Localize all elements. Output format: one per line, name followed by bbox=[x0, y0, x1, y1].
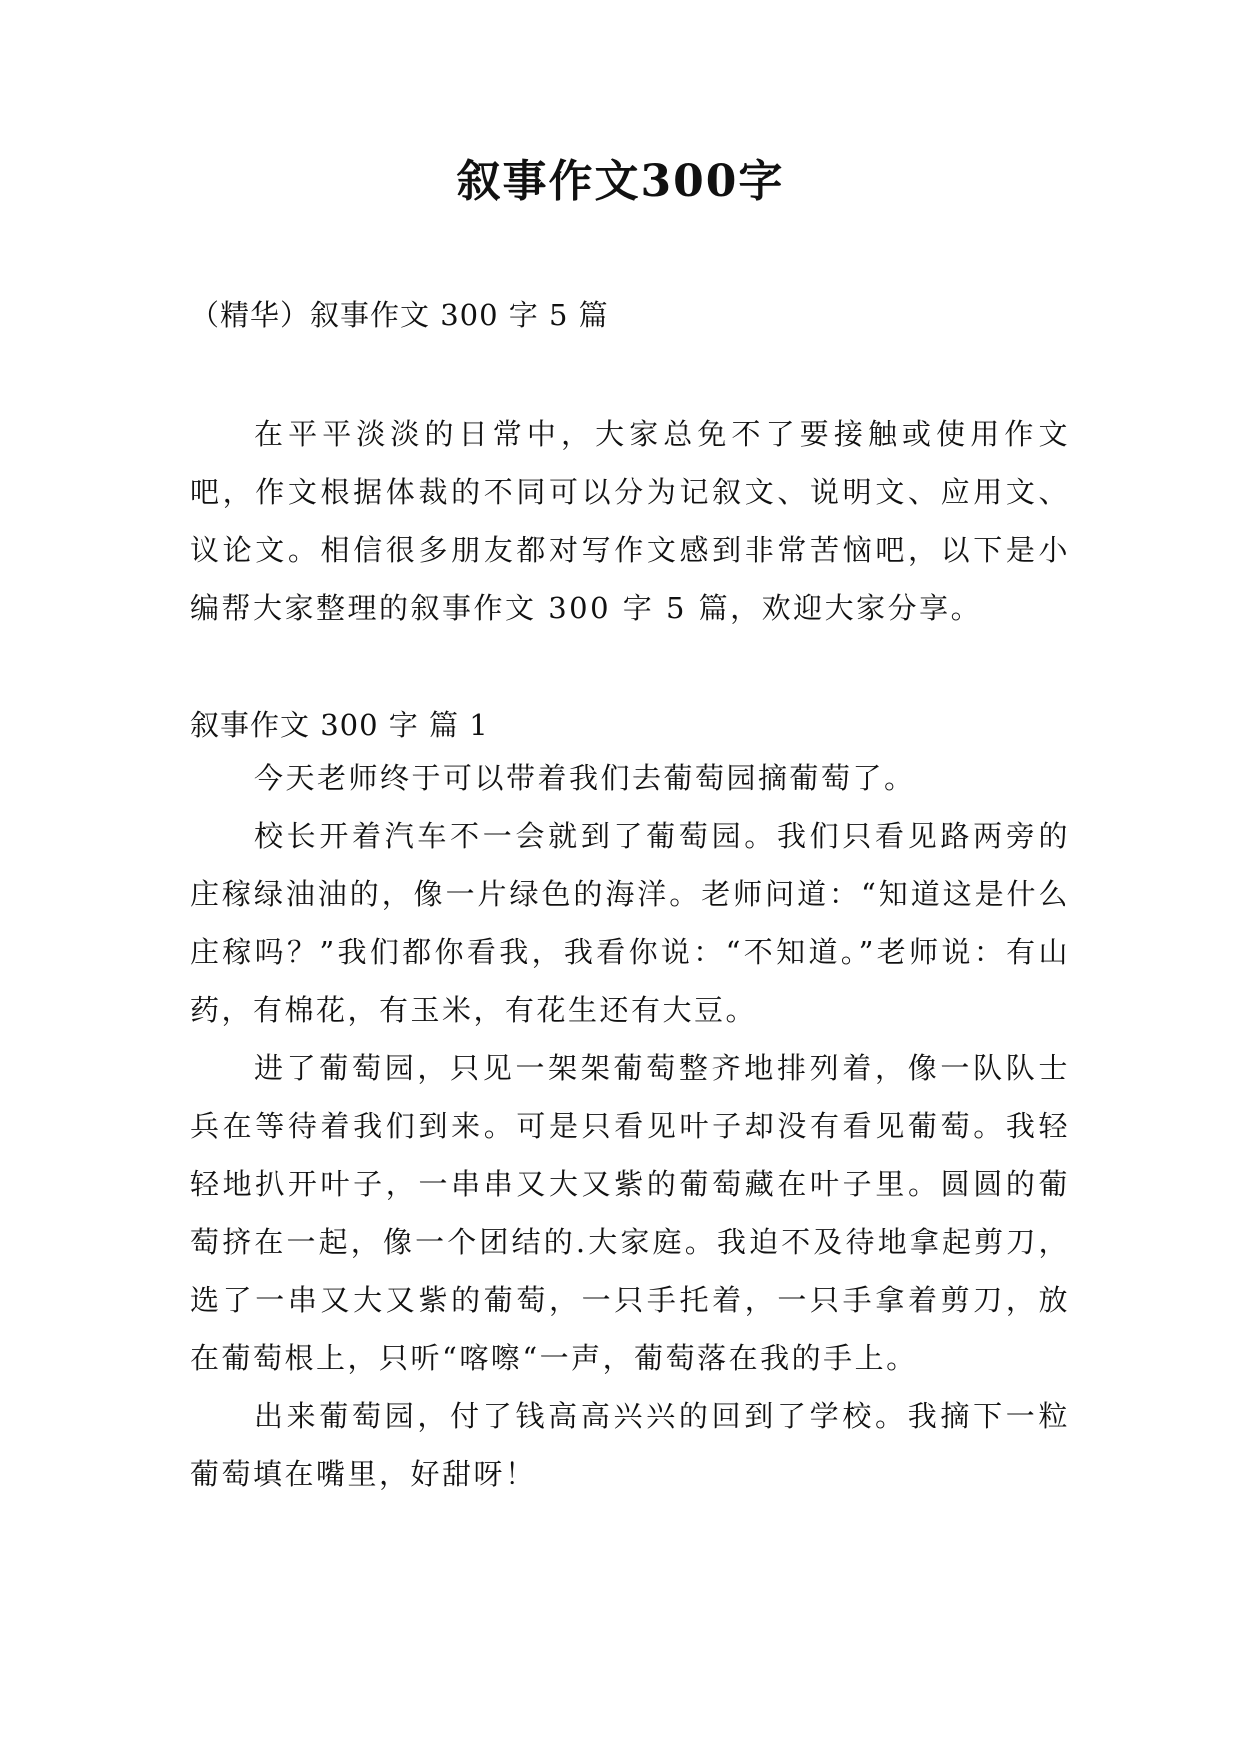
essay-paragraph: 出来葡萄园，付了钱高高兴兴的回到了学校。我摘下一粒葡萄填在嘴里，好甜呀！ bbox=[190, 1399, 1070, 1491]
essay-paragraph: 进了葡萄园，只见一架架葡萄整齐地排列着，像一队队士兵在等待着我们到来。可是只看见叶子却没有看见葡萄。我轻轻地扒开叶子，一串串又大又紫的葡萄藏在叶子里。圆圆的葡萄挤在一起，像一个团结的.大家庭。我迫不及待地拿起剪刀，选了一串又大又紫的葡萄，一只手托着，一只手拿着剪刀，放在葡萄根上，只听“喀嚓“一声，葡萄落在我的手上。 bbox=[190, 1051, 1070, 1375]
essay-paragraph: 今天老师终于可以带着我们去葡萄园摘葡萄了。 bbox=[254, 761, 916, 795]
document-subtitle: （精华）叙事作文 300 字 5 篇 bbox=[190, 298, 609, 332]
document-title: 叙事作文300字 bbox=[456, 156, 785, 207]
essay-paragraph: 校长开着汽车不一会就到了葡萄园。我们只看见路两旁的庄稼绿油油的，像一片绿色的海洋。老师问道：“知道这是什么庄稼吗？”我们都你看我，我看你说：“不知道。”老师说：有山药，有棉花，有玉米，有花生还有大豆。 bbox=[190, 819, 1070, 1027]
intro-paragraph: 在平平淡淡的日常中，大家总免不了要接触或使用作文吧，作文根据体裁的不同可以分为记叙文、说明文、应用文、议论文。相信很多朋友都对写作文感到非常苦恼吧，以下是小编帮大家整理的叙事作文 300 字 5 篇，欢迎大家分享。 bbox=[190, 417, 1070, 625]
essay-body bbox=[190, 749, 1070, 1503]
section-title: 叙事作文 300 字 篇 1 bbox=[190, 708, 489, 742]
